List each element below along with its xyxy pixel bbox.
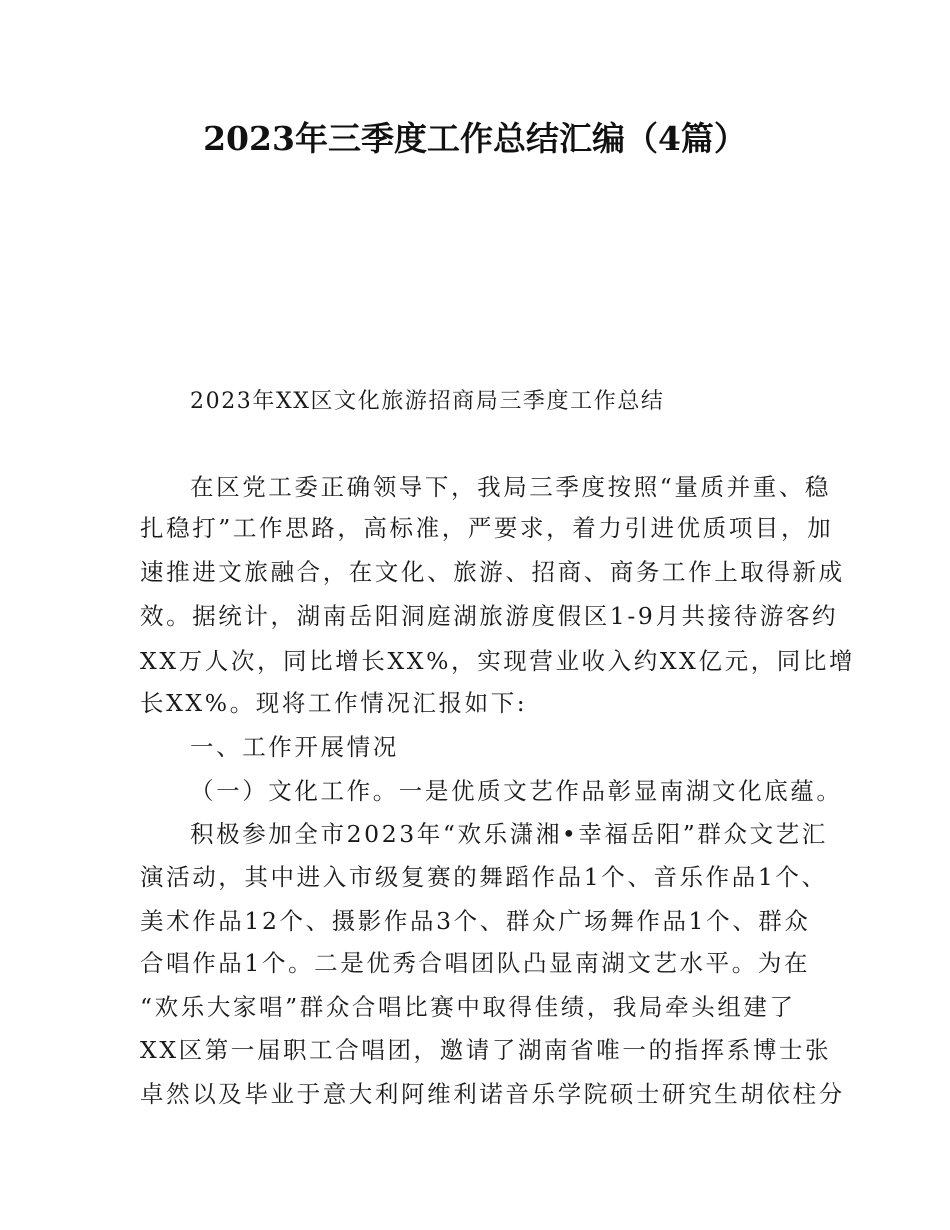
- paragraph-line: 卓然以及毕业于意大利阿维利诺音乐学院硕士研究生胡依柱分: [140, 1080, 845, 1108]
- paragraph-line: 速推进文旅融合，在文化、旅游、招商、商务工作上取得新成: [140, 558, 845, 586]
- paragraph-line: （一）文化工作。一是优质文艺作品彰显南湖文化底蕴。: [190, 777, 843, 805]
- paragraph-line: “欢乐大家唱”群众合唱比赛中取得佳绩，我局牵头组建了: [140, 993, 796, 1021]
- paragraph-line: 长XX%。现将工作情况汇报如下:: [140, 689, 528, 717]
- paragraph-line: 合唱作品1个。二是优秀合唱团队凸显南湖文艺水平。为在: [140, 949, 811, 977]
- paragraph-line: 演活动，其中进入市级复赛的舞蹈作品1个、音乐作品1个、: [140, 863, 828, 891]
- paragraph-line: 在区党工委正确领导下，我局三季度按照“量质并重、稳: [190, 473, 832, 501]
- paragraph-line: 扎稳打”工作思路，高标准，严要求，着力引进优质项目，加: [140, 514, 834, 542]
- paragraph-line: XX区第一届职工合唱团，邀请了湖南省唯一的指挥系博士张: [140, 1036, 832, 1064]
- document-title: 2023年三季度工作总结汇编（4篇）: [203, 119, 747, 158]
- section-heading: 一、工作开展情况: [190, 733, 399, 761]
- paragraph-line: XX万人次，同比增长XX%，实现营业收入约XX亿元，同比增: [140, 647, 856, 675]
- paragraph-line: 美术作品12个、摄影作品3个、群众广场舞作品1个、群众: [140, 907, 811, 935]
- article-title: 2023年XX区文化旅游招商局三季度工作总结: [190, 389, 665, 414]
- paragraph-line: 效。据统计，湖南岳阳洞庭湖旅游度假区1-9月共接待游客约: [140, 602, 839, 630]
- paragraph-line: 积极参加全市2023年“欢乐潇湘•幸福岳阳”群众文艺汇: [190, 820, 828, 848]
